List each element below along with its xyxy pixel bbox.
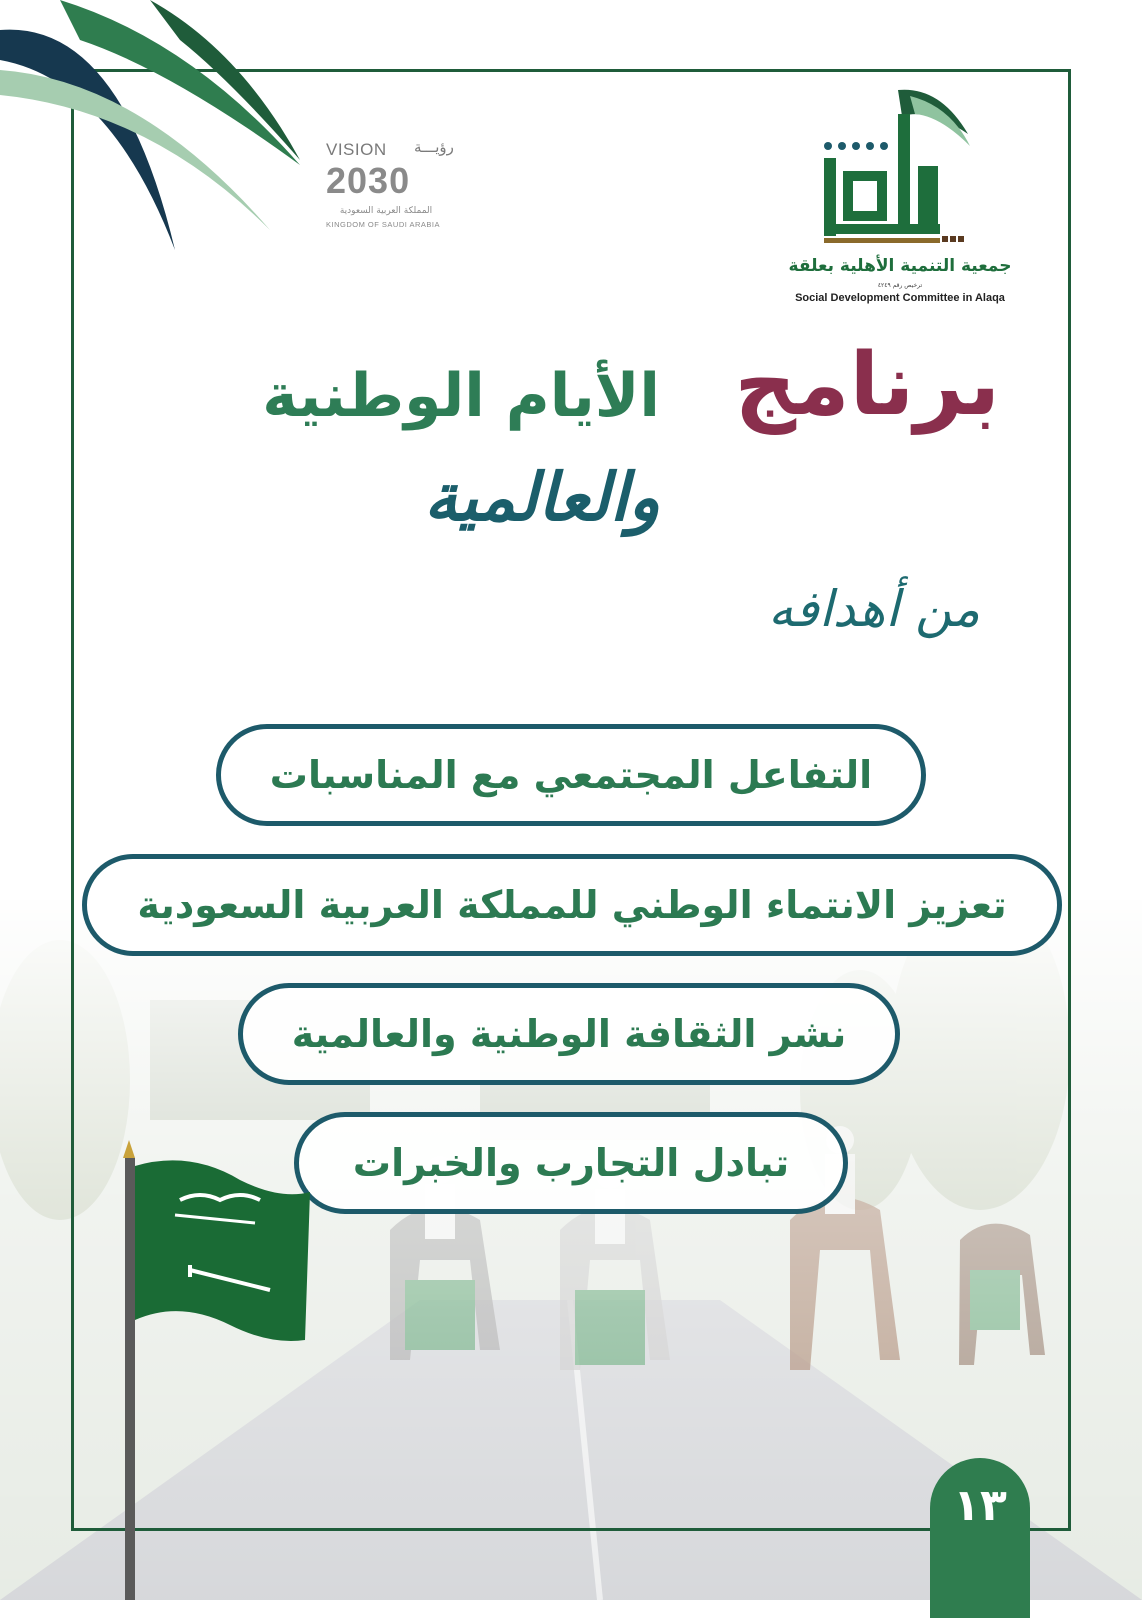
goal-item-4: تبادل التجارب والخبرات: [294, 1112, 848, 1214]
vision-2030-logo: [318, 132, 458, 232]
vision-country-english: KINGDOM OF SAUDI ARABIA: [326, 220, 441, 229]
title-national-days: الأيام الوطنية: [262, 361, 660, 431]
organization-logo: [780, 86, 1020, 316]
vision-year: 2030: [326, 160, 411, 201]
page-number-tab: [930, 1458, 1030, 1618]
vision-word: VISION: [326, 140, 387, 159]
goal-item-2: تعزيز الانتماء الوطني للمملكة العربية السعودية: [82, 854, 1062, 956]
saudi-flag-icon: [120, 1140, 320, 1600]
page-number: ١٣: [953, 1480, 1007, 1531]
goal-item-1: التفاعل المجتمعي مع المناسبات: [216, 724, 926, 826]
organization-registration: ترخيص رقم ٤٢٤٩: [877, 282, 923, 289]
title-program: برنامج: [734, 335, 1000, 435]
vision-word-arabic: رؤيـــة: [414, 138, 454, 156]
title-international: والعالمية: [424, 459, 660, 536]
organization-name-english: Social Development Committee in Alaqa: [795, 292, 1005, 304]
organization-name-arabic: جمعية التنمية الأهلية بعلقة: [788, 256, 1012, 276]
palm-leaves-decoration: [0, 0, 320, 270]
organization-emblem-icon: [780, 86, 1020, 256]
subtitle-goals: من أهدافه: [768, 580, 980, 638]
vision-country-arabic: المملكة العربية السعودية: [339, 206, 433, 216]
goal-item-3: نشر الثقافة الوطنية والعالمية: [238, 983, 900, 1085]
